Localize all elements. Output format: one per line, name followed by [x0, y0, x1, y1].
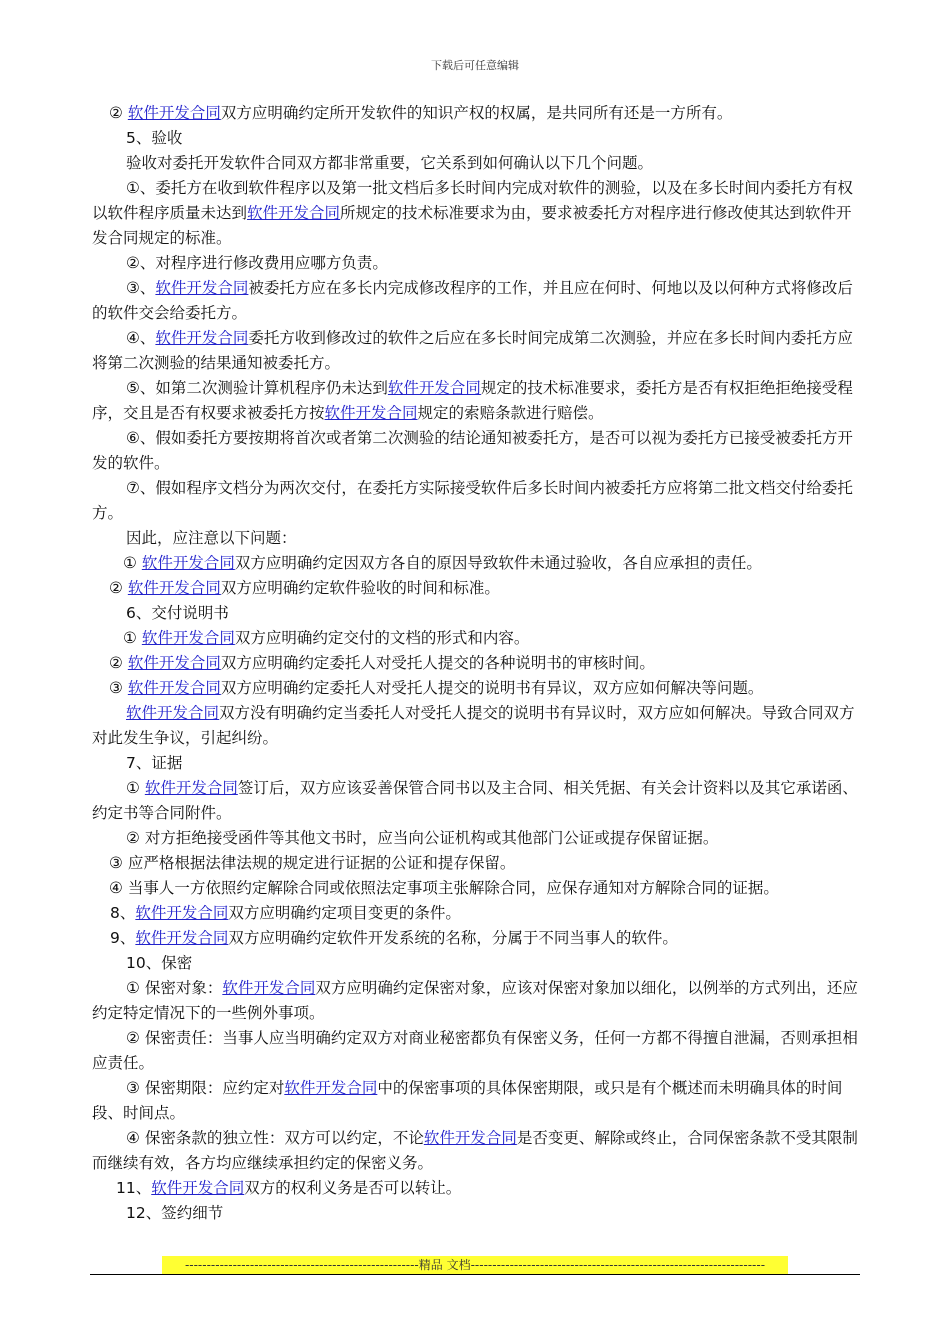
- paragraph-text: 9、: [110, 929, 136, 947]
- paragraph-text: ⑥、假如委托方要按期将首次或者第二次测验的结论通知被委托方，是否可以视为委托方已接受被委托方开发的软件。: [92, 429, 853, 472]
- paragraph: [92, 626, 862, 651]
- contract-link[interactable]: 软件开发合同: [135, 904, 229, 922]
- contract-link[interactable]: 软件开发合同: [284, 1079, 378, 1097]
- contract-link[interactable]: 软件开发合同: [144, 779, 238, 797]
- contract-link[interactable]: 软件开发合同: [387, 379, 481, 397]
- paragraph-text: 中的保密事项的具体保密期限，或只是有个概述而未明确具体的时间段、时间点。: [92, 1079, 843, 1122]
- paragraph-text: 12、签约细节: [126, 1204, 224, 1222]
- paragraph-text: 双方应明确约定保密对象，应该对保密对象加以细化，以例举的方式列出，还应约定特定情况下的一些例外事项。: [92, 979, 858, 1022]
- paragraph: [92, 1201, 862, 1226]
- footer-dashes-right: --------------------------------------------------------------------: [470, 1258, 766, 1272]
- paragraph: [92, 751, 862, 776]
- paragraph-text: 规定的技术标准要求，委托方是否有权拒绝拒绝接受程序，交且是否有权要求被委托方按: [92, 379, 853, 422]
- paragraph: [92, 551, 862, 576]
- footer-label: 精品 文档: [418, 1258, 471, 1272]
- paragraph-text: ③ 应严格根据法律法规的规定进行证据的公证和提存保留。: [109, 854, 516, 872]
- paragraph: [92, 1126, 862, 1176]
- paragraph-text: ②: [109, 579, 128, 597]
- paragraph: [92, 576, 862, 601]
- paragraph: [92, 426, 862, 476]
- paragraph: [92, 1076, 862, 1126]
- paragraph-text: ②、对程序进行修改费用应哪方负责。: [126, 254, 388, 272]
- paragraph-text: ③ 保密期限：应约定对: [126, 1079, 285, 1097]
- paragraph-text: ⑦、假如程序文档分为两次交付，在委托方实际接受软件后多长时间内被委托方应将第二批文档交付给委托方。: [92, 479, 853, 522]
- paragraph-text: 双方应明确约定因双方各自的原因导致软件未通过验收，各自应承担的责任。: [234, 554, 762, 572]
- footer-rule: [90, 1274, 860, 1275]
- paragraph-text: ①: [126, 779, 145, 797]
- contract-link[interactable]: 软件开发合同: [222, 979, 316, 997]
- paragraph-text: 10、保密: [126, 954, 193, 972]
- paragraph: [92, 151, 862, 176]
- paragraph-text: 5、验收: [126, 129, 183, 147]
- paragraph: [92, 326, 862, 376]
- paragraph: [92, 901, 862, 926]
- paragraph-text: 双方应明确约定软件开发系统的名称，分属于不同当事人的软件。: [228, 929, 678, 947]
- paragraph-text: ① 保密对象：: [126, 979, 223, 997]
- contract-link[interactable]: 软件开发合同: [423, 1129, 517, 1147]
- paragraph: [92, 251, 862, 276]
- paragraph: [92, 876, 862, 901]
- paragraph: [92, 826, 862, 851]
- contract-link[interactable]: 软件开发合同: [155, 279, 249, 297]
- contract-link[interactable]: 软件开发合同: [127, 654, 221, 672]
- paragraph-text: 双方应明确约定所开发软件的知识产权的权属，是共同所有还是一方所有。: [220, 104, 733, 122]
- paragraph-text: ②: [109, 654, 128, 672]
- paragraph-text: 因此，应注意以下问题：: [126, 529, 297, 547]
- paragraph-text: 7、证据: [126, 754, 183, 772]
- paragraph: [92, 476, 862, 526]
- paragraph: [92, 276, 862, 326]
- contract-link[interactable]: 软件开发合同: [324, 404, 418, 422]
- paragraph: [92, 126, 862, 151]
- paragraph-text: 双方的权利义务是否可以转让。: [244, 1179, 462, 1197]
- paragraph-text: 规定的索赔条款进行赔偿。: [417, 404, 604, 422]
- contract-link[interactable]: 软件开发合同: [155, 329, 249, 347]
- page-header: 下载后可任意编辑: [431, 59, 519, 72]
- paragraph: [92, 651, 862, 676]
- paragraph-text: 双方应明确约定委托人对受托人提交的说明书有异议，双方应如何解决等问题。: [220, 679, 764, 697]
- paragraph-text: 双方应明确约定委托人对受托人提交的各种说明书的审核时间。: [220, 654, 655, 672]
- paragraph-text: 被委托方应在多长内完成修改程序的工作，并且应在何时、何地以及以何种方式将修改后的软件交会给委托方。: [92, 279, 853, 322]
- paragraph-text: ①: [123, 629, 142, 647]
- paragraph-text: 6、交付说明书: [126, 604, 229, 622]
- paragraph-text: ④ 保密条款的独立性：双方可以约定，不论: [126, 1129, 424, 1147]
- paragraph-text: ⑤、如第二次测验计算机程序仍未达到: [126, 379, 388, 397]
- paragraph-text: ②: [109, 104, 128, 122]
- paragraph: [92, 851, 862, 876]
- footer-dashes-left: ------------------------------------------------------: [184, 1258, 419, 1272]
- paragraph-text: 双方应明确约定软件验收的时间和标准。: [220, 579, 500, 597]
- paragraph-text: ④ 当事人一方依照约定解除合同或依照法定事项主张解除合同，应保存通知对方解除合同的证据。: [109, 879, 779, 897]
- paragraph: [92, 1176, 862, 1201]
- paragraph: [92, 926, 862, 951]
- paragraph-text: ①: [123, 554, 142, 572]
- paragraph-text: ③: [109, 679, 128, 697]
- paragraph-text: ①、委托方在收到软件程序以及第一批文档后多长时间内完成对软件的测验，以及在多长时间内委托方有权以软件程序质量未达到: [92, 179, 853, 222]
- paragraph-text: 双方应明确约定交付的文档的形式和内容。: [234, 629, 530, 647]
- paragraph: [92, 176, 862, 251]
- paragraph: [92, 776, 862, 826]
- contract-link[interactable]: 软件开发合同: [247, 204, 341, 222]
- paragraph-text: 签订后，双方应该妥善保管合同书以及主合同、相关凭据、有关会计资料以及其它承诺函、约定书等合同附件。: [92, 779, 858, 822]
- paragraph: [92, 1026, 862, 1076]
- contract-link[interactable]: 软件开发合同: [135, 929, 229, 947]
- paragraph-text: 验收对委托开发软件合同双方都非常重要，它关系到如何确认以下几个问题。: [126, 154, 654, 172]
- paragraph-text: 委托方收到修改过的软件之后应在多长时间完成第二次测验，并应在多长时间内委托方应将第二次测验的结果通知被委托方。: [92, 329, 853, 372]
- paragraph: [92, 676, 862, 701]
- paragraph-text: 是否变更、解除或终止，合同保密条款不受其限制而继续有效，各方均应继续承担约定的保密义务。: [92, 1129, 858, 1172]
- contract-link[interactable]: 软件开发合同: [141, 629, 235, 647]
- paragraph-text: 11、: [116, 1179, 152, 1197]
- paragraph: [92, 101, 862, 126]
- contract-link[interactable]: 软件开发合同: [127, 679, 221, 697]
- contract-link[interactable]: 软件开发合同: [151, 1179, 245, 1197]
- paragraph-text: 所规定的技术标准要求为由，要求被委托方对程序进行修改使其达到软件开发合同规定的标准。: [92, 204, 852, 247]
- paragraph: [92, 976, 862, 1026]
- contract-link[interactable]: 软件开发合同: [141, 554, 235, 572]
- contract-link[interactable]: 软件开发合同: [127, 579, 221, 597]
- paragraph-text: ② 保密责任：当事人应当明确约定双方对商业秘密都负有保密义务，任何一方都不得擅自泄漏，否则承担相应责任。: [92, 1029, 858, 1072]
- paragraph: [92, 526, 862, 551]
- paragraph: [92, 701, 862, 751]
- paragraph-text: 双方没有明确约定当委托人对受托人提交的说明书有异议时，双方应如何解决。导致合同双方对此发生争议，引起纠纷。: [92, 704, 855, 747]
- document-body: [92, 101, 862, 1226]
- paragraph: [92, 951, 862, 976]
- paragraph-text: ③、: [126, 279, 156, 297]
- paragraph: [92, 601, 862, 626]
- paragraph: [92, 376, 862, 426]
- paragraph-text: 双方应明确约定项目变更的条件。: [228, 904, 461, 922]
- paragraph-text: ④、: [126, 329, 156, 347]
- paragraph-text: ② 对方拒绝接受函件等其他文书时，应当向公证机构或其他部门公证或提存保留证据。: [126, 829, 719, 847]
- contract-link[interactable]: 软件开发合同: [127, 104, 221, 122]
- contract-link[interactable]: 软件开发合同: [126, 704, 220, 722]
- paragraph-text: 8、: [110, 904, 136, 922]
- footer-banner: [162, 1256, 788, 1274]
